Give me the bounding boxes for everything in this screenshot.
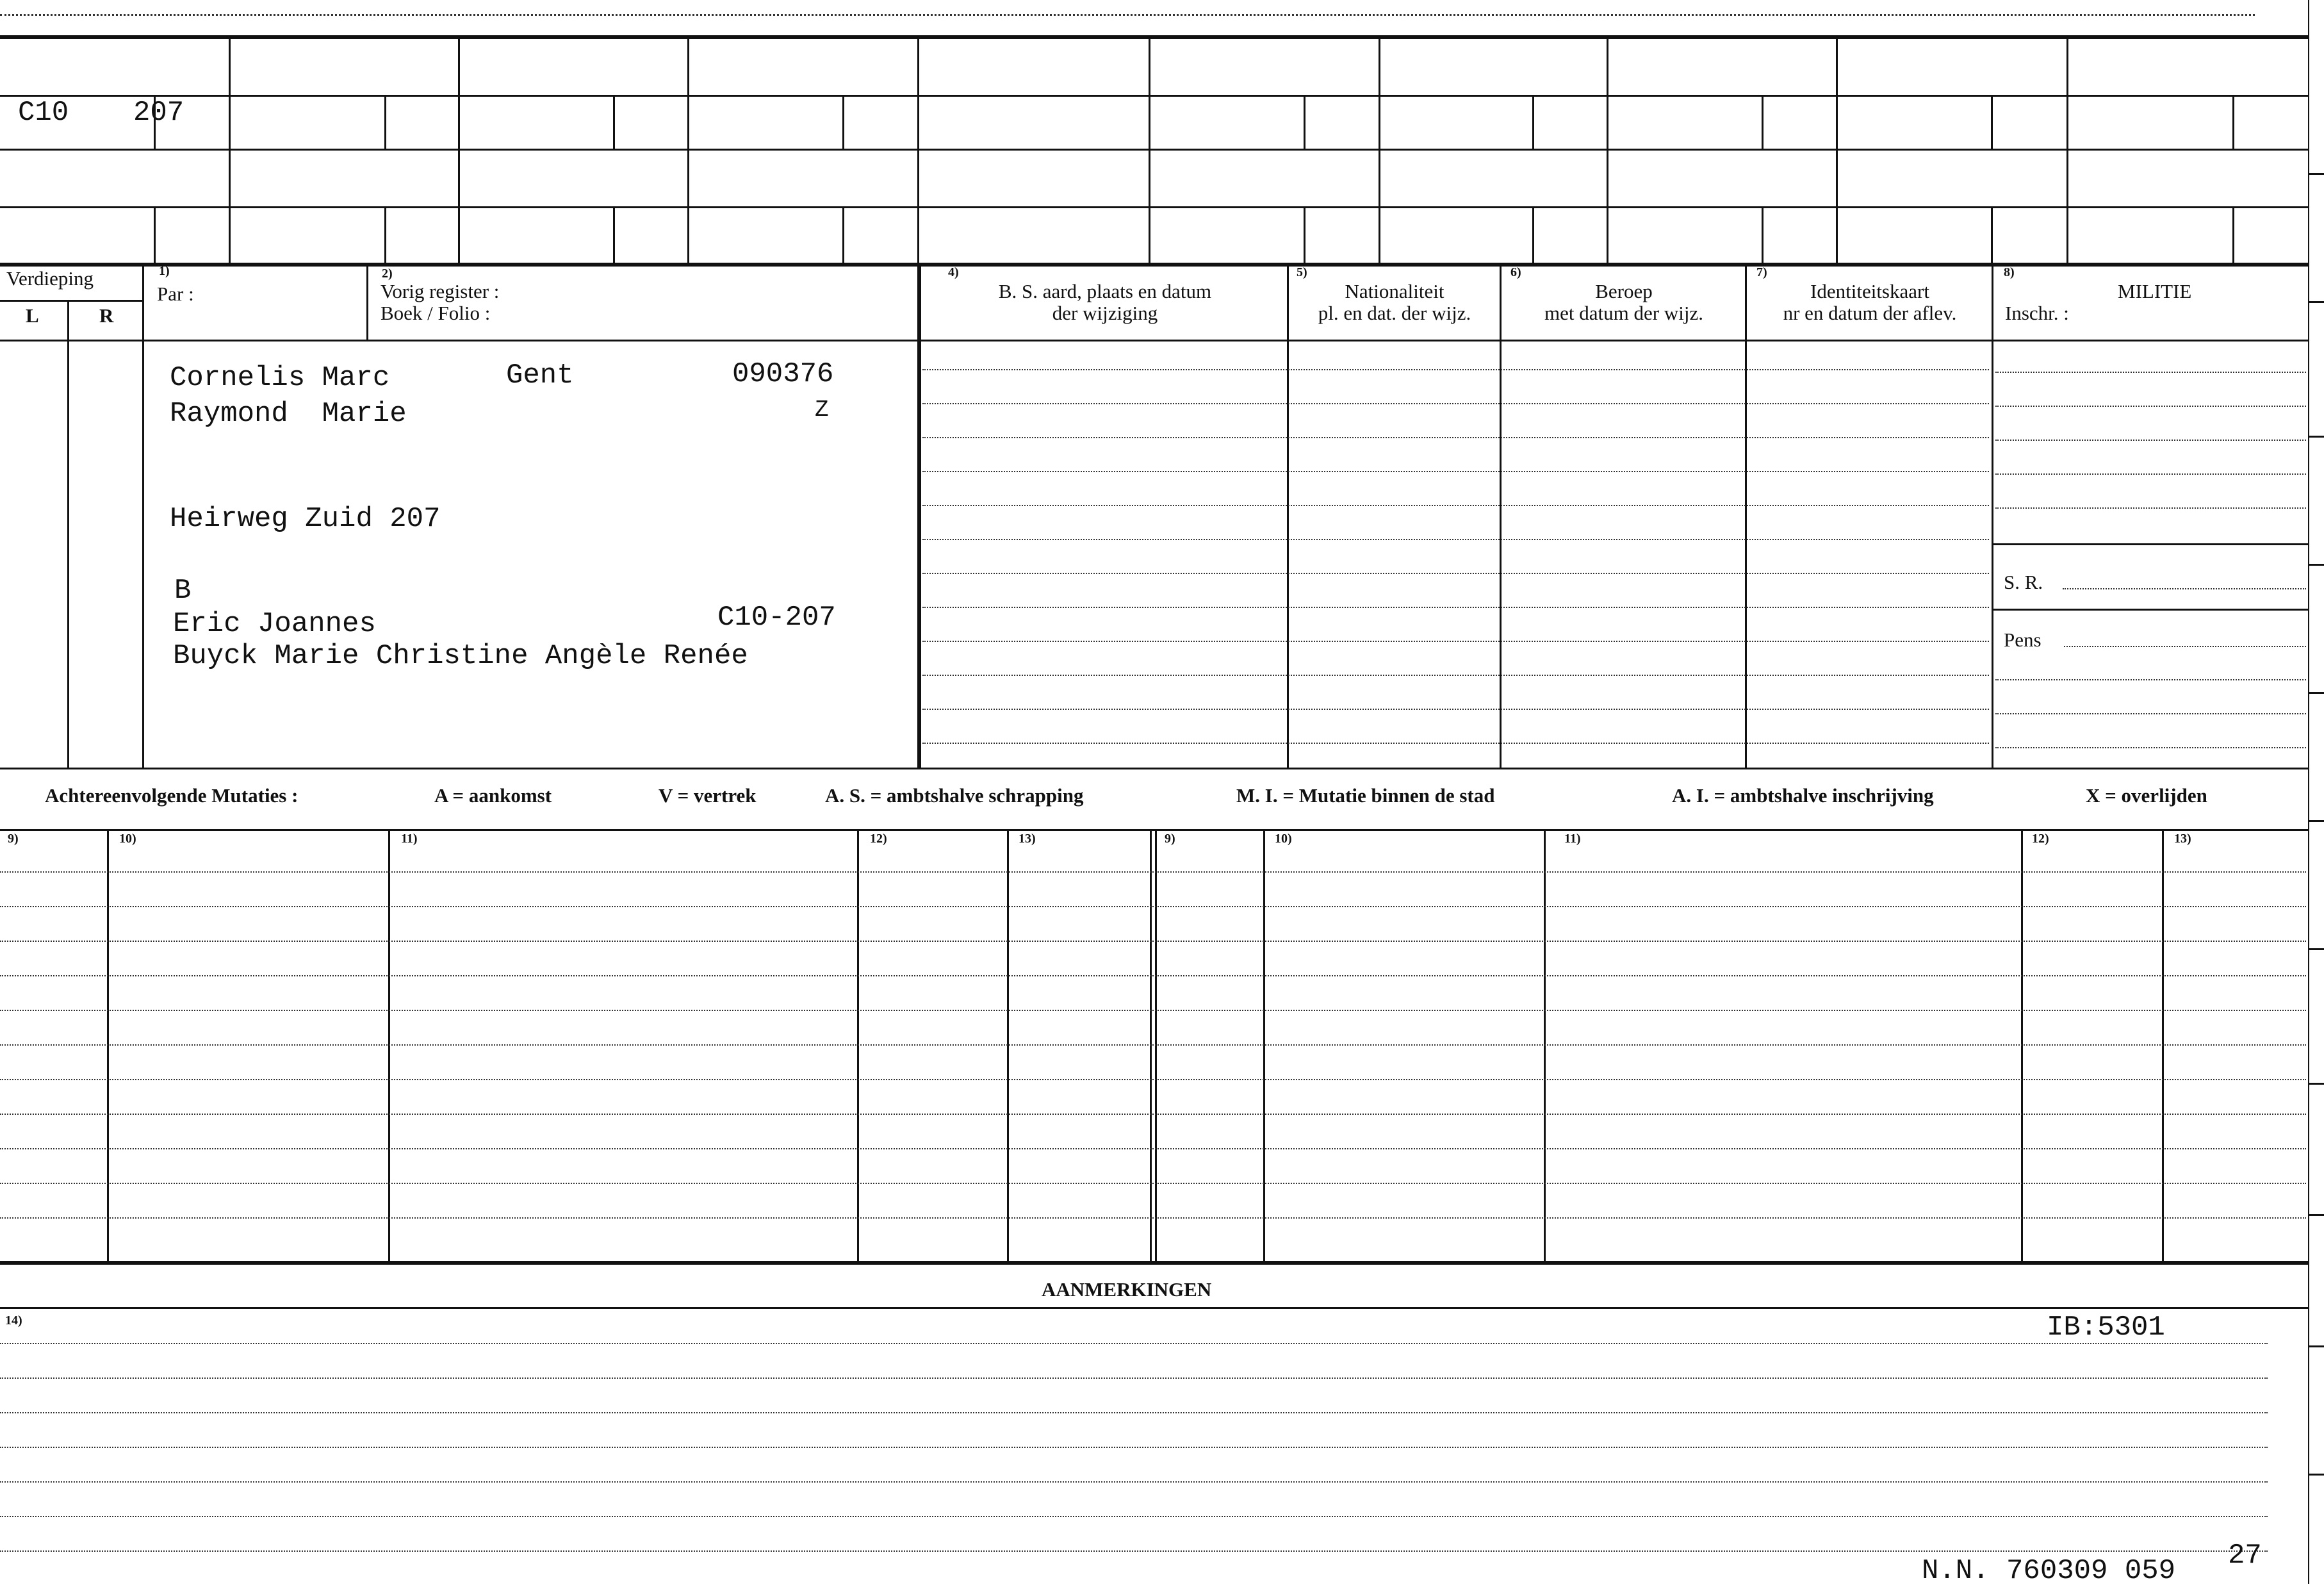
mut-col-12-left: 12) [870,832,887,846]
dotted-rule [922,675,1989,676]
legend-vertrek: V = vertrek [659,784,757,807]
dotted-rule [922,743,1989,744]
inschr-label: Inschr. : [2005,302,2069,324]
house-number: 207 [133,97,184,129]
legend-aankomst: A = aankomst [434,784,552,807]
address: Heirweg Zuid 207 [170,503,441,535]
nationaliteit-subheader: pl. en dat. der wijz. [1318,302,1471,324]
dotted-rule [0,1183,2306,1184]
militie-header: MILITIE [2118,280,2192,302]
dotted-rule [0,1148,2306,1149]
floor-right-label: R [99,304,114,327]
dotted-rule [0,1550,2268,1552]
vorig-register-label: Vorig register : [381,280,500,302]
spouse-reference: C10-207 [717,602,836,634]
spouse-given-names: Eric Joannes [173,608,376,640]
mut-col-11-right: 11) [1564,832,1581,846]
dotted-rule [922,709,1989,710]
given-names-line2: Raymond Marie [170,398,407,430]
dotted-rule [0,1343,2268,1344]
mut-col-13-right: 13) [2174,832,2191,846]
dotted-rule [922,573,1989,574]
legend-overlijden: X = overlijden [2086,784,2207,807]
mut-col-10-left: 10) [119,832,136,846]
identiteitskaart-subheader: nr en datum der aflev. [1783,302,1957,324]
field-number-4: 4) [948,265,959,279]
dotted-rule [1995,440,2306,441]
dotted-rule [0,1412,2268,1413]
dotted-rule [0,906,2306,907]
dotted-rule [1995,713,2306,714]
field-number-14: 14) [5,1313,22,1328]
dotted-rule [0,1447,2268,1448]
bs-header-line1: B. S. aard, plaats en datum [998,280,1212,302]
dotted-rule [0,1516,2268,1517]
mut-col-9-right: 9) [1165,832,1175,846]
mother-name: Buyck Marie Christine Angèle Renée [173,640,748,672]
mut-col-9-left: 9) [8,832,19,846]
ib-number: IB:5301 [2047,1312,2165,1344]
field-number-2: 2) [382,267,393,281]
dotted-rule [0,1044,2306,1046]
field-number-8: 8) [2004,265,2015,279]
dotted-rule [0,1481,2268,1483]
marker-b: B [174,575,192,607]
mut-col-12-right: 12) [2032,832,2049,846]
legend-ambtshalve-schrapping: A. S. = ambtshalve schrapping [825,784,1084,807]
field-number-5: 5) [1297,265,1307,279]
sr-label: S. R. [2004,571,2043,593]
mut-col-13-left: 13) [1019,832,1036,846]
dotted-rule [1995,507,2306,509]
dotted-rule [922,471,1989,472]
dotted-rule [0,975,2306,976]
dotted-rule [0,941,2306,942]
boek-folio-label: Boek / Folio : [381,302,491,324]
dotted-rule [922,607,1989,608]
beroep-header: Beroep [1595,280,1653,302]
nn-number: N.N. 760309 059 [1922,1555,2176,1587]
identiteitskaart-header: Identiteitskaart [1810,280,1929,302]
dotted-rule [922,403,1989,404]
dotted-rule [0,1114,2306,1115]
dotted-rule [922,437,1989,438]
dotted-rule [0,1010,2306,1011]
birthplace: Gent [506,359,574,391]
floor-left-label: L [26,304,39,327]
aanmerkingen-title: AANMERKINGEN [1042,1278,1212,1301]
page-number: 27 [2228,1540,2262,1572]
dotted-rule [0,1079,2306,1080]
bs-header-line2: der wijziging [1052,302,1158,324]
dotted-rule [1995,372,2306,373]
verdieping-label: Verdieping [6,267,94,290]
beroep-subheader: met datum der wijz. [1544,302,1703,324]
pens-label: Pens [2004,629,2042,651]
dotted-rule [922,369,1989,370]
dotted-rule [1995,679,2306,680]
dotted-rule [922,505,1989,506]
legend-ambtshalve-inschrijving: A. I. = ambtshalve inschrijving [1672,784,1934,807]
field-number-6: 6) [1510,265,1521,279]
given-names-line1: Cornelis Marc [170,362,390,394]
birthdate: 090376 [732,358,834,390]
mut-col-10-right: 10) [1275,832,1292,846]
reference-code: C10 [18,97,69,129]
dotted-rule [922,641,1989,642]
dotted-rule [1995,747,2306,748]
dotted-rule [1995,406,2306,407]
field-number-7: 7) [1756,265,1767,279]
dotted-rule [0,871,2306,873]
par-label: Par : [157,283,194,305]
sex-marker: Z [815,397,829,423]
mutaties-title: Achtereenvolgende Mutaties : [45,784,299,807]
nationaliteit-header: Nationaliteit [1345,280,1444,302]
dotted-rule [0,1377,2268,1379]
legend-mutatie-binnen-stad: M. I. = Mutatie binnen de stad [1236,784,1495,807]
dotted-rule [0,1217,2306,1219]
dotted-rule [1995,473,2306,475]
mut-col-11-left: 11) [401,832,418,846]
dotted-rule [922,539,1989,540]
field-number-1: 1) [159,264,170,278]
